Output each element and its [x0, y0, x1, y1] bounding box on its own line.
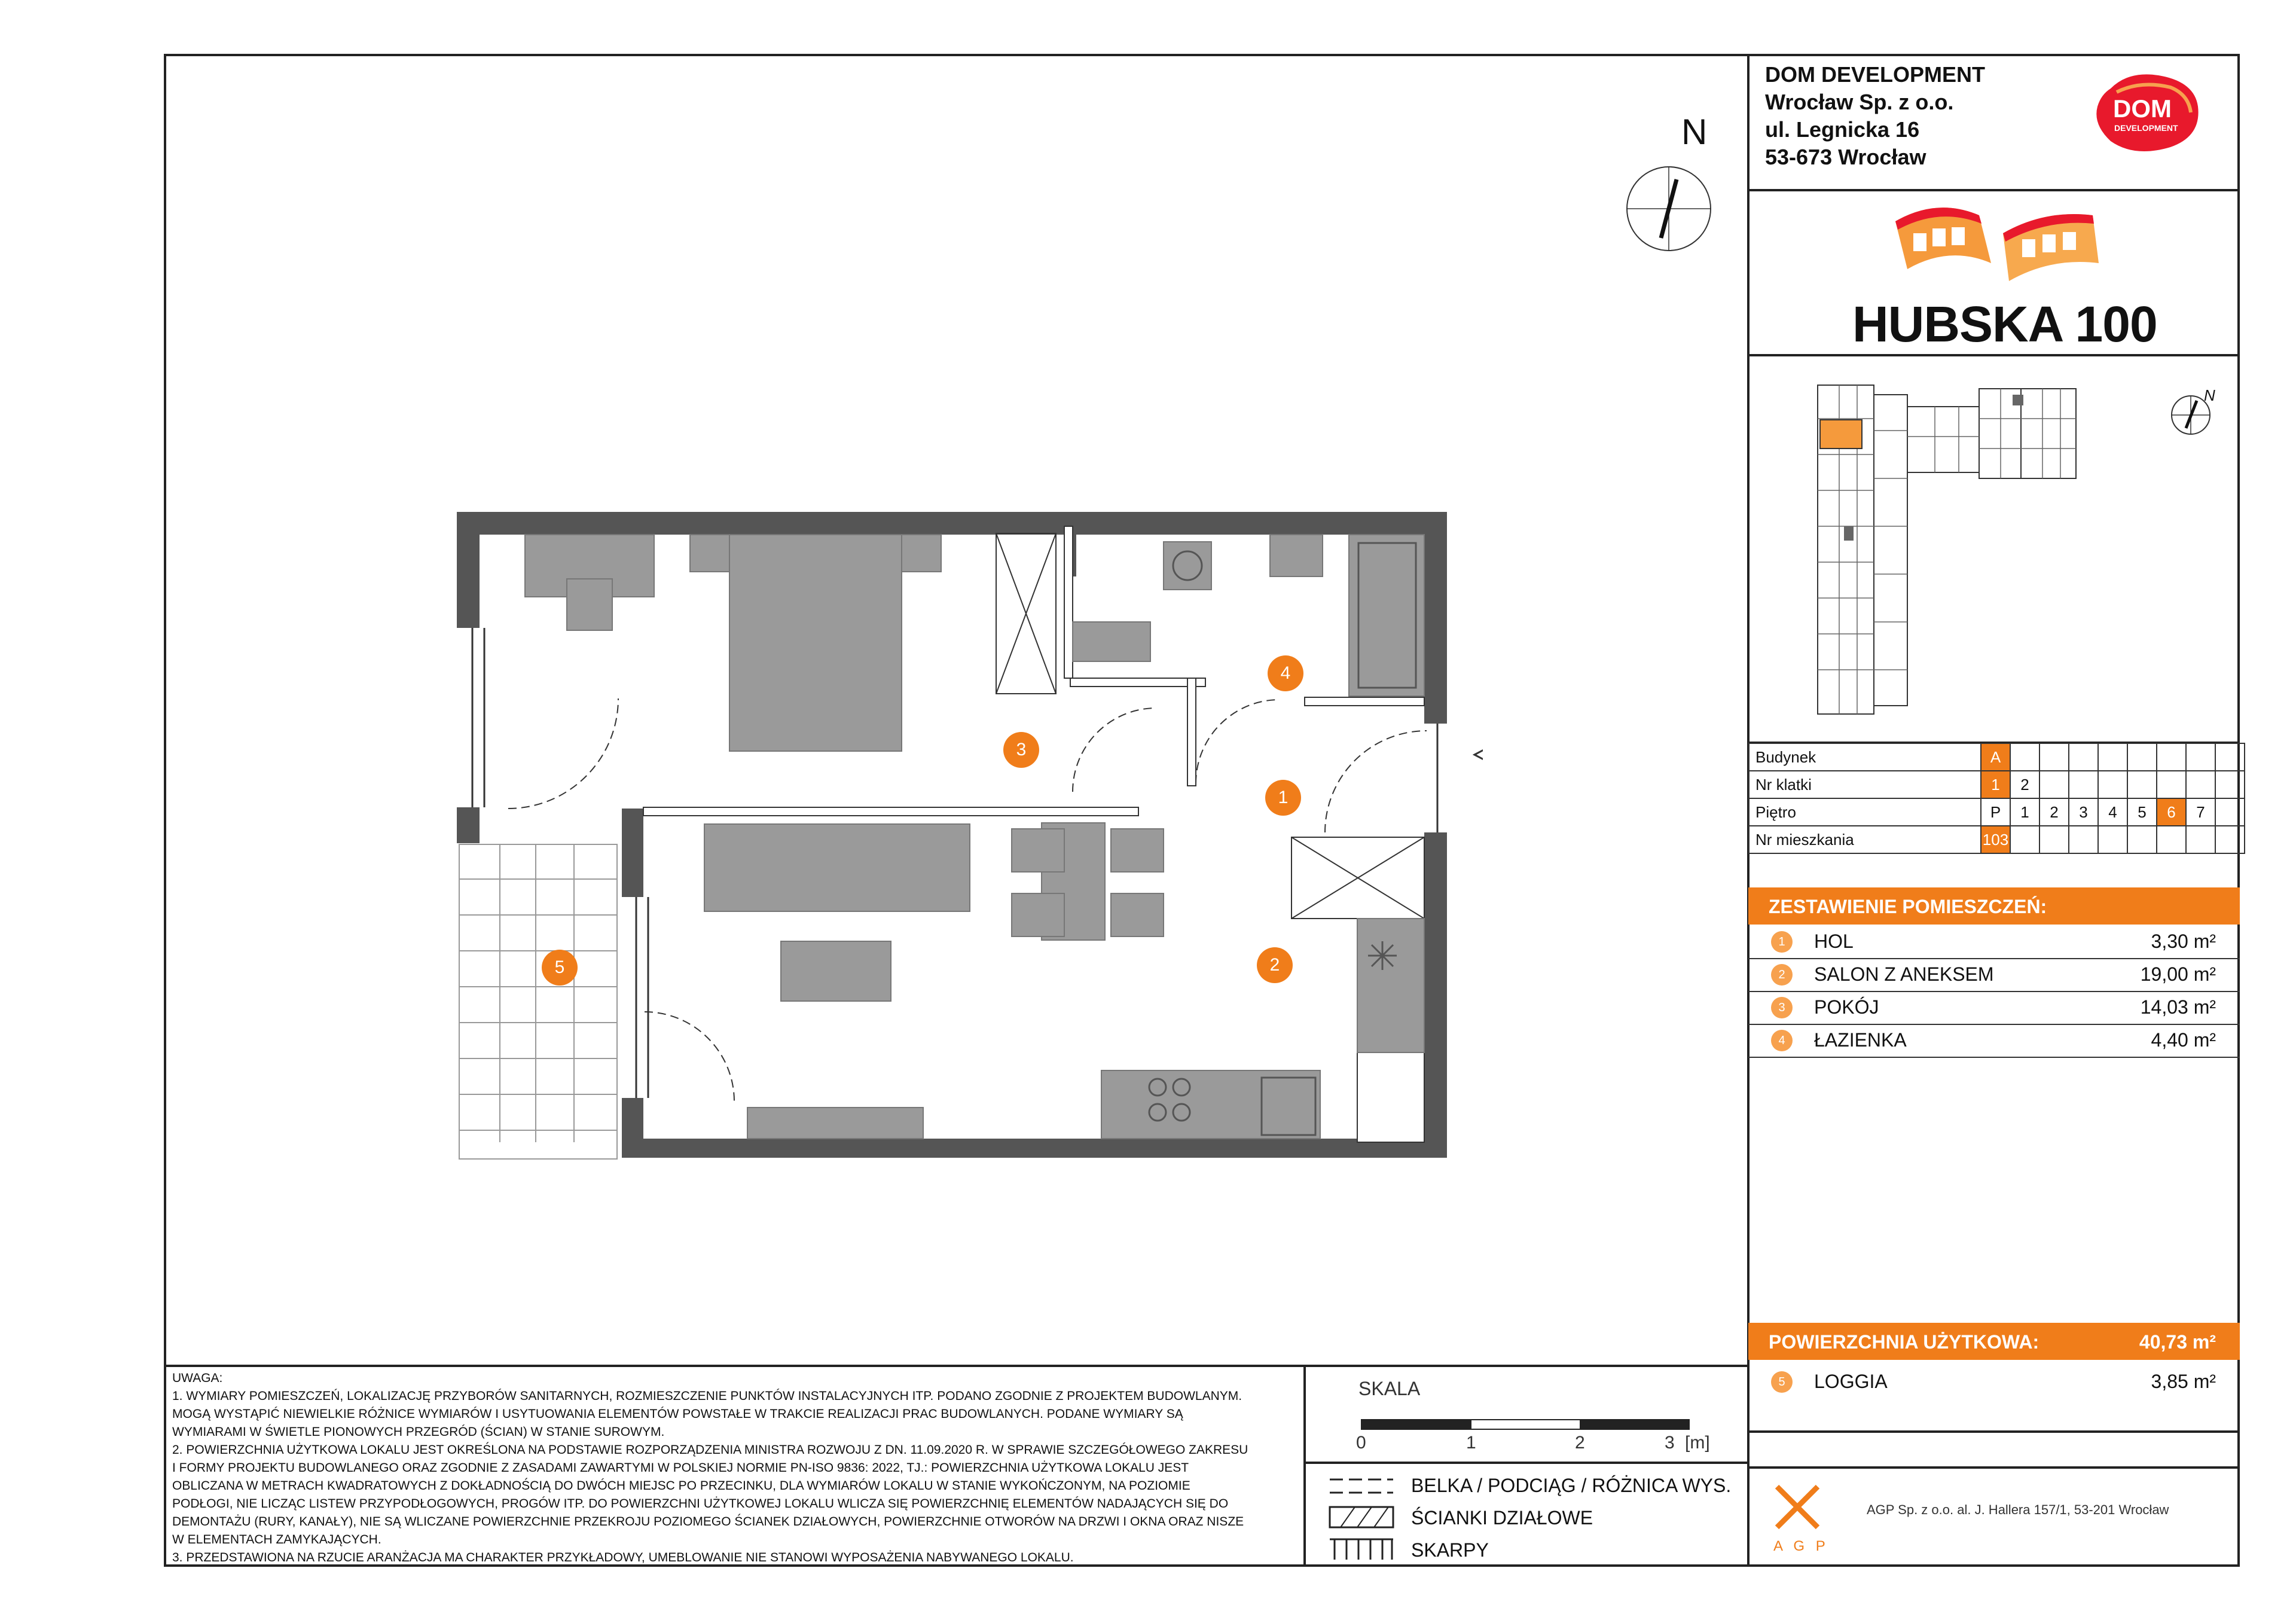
info-row-label: Piętro	[1749, 798, 1981, 826]
info-cell	[2127, 743, 2157, 771]
info-row	[1749, 798, 2245, 826]
note-line: 1. WYMIARY POMIESZCZEŃ, LOKALIZACJĘ PRZYBORÓW SANITARNYCH, ROZMIESZCZENIE PUNKTÓW INSTALACYJNYCH ITP. PODANO ZGODNIE Z PROJEKTEM BUDOWLANYM.	[172, 1389, 1242, 1403]
room-number-badge: 4	[1771, 1030, 1793, 1051]
info-cell: P	[1981, 798, 2010, 826]
room-row	[1748, 1024, 2240, 1058]
info-row-label: Nr mieszkania	[1749, 826, 1981, 853]
logo-dom-text: DOM	[2113, 94, 2172, 123]
room-row	[1748, 926, 2240, 959]
agp-cross-icon	[1773, 1483, 1821, 1531]
scale-tick-2: 2	[1575, 1433, 1585, 1453]
info-cell: 7	[2186, 798, 2215, 826]
info-row	[1749, 826, 2245, 853]
scale-tick-3: 3	[1665, 1433, 1675, 1453]
room-badge-1: 1	[1265, 780, 1301, 816]
scale-title: SKALA	[1358, 1378, 1421, 1399]
info-cell: 4	[2098, 798, 2127, 826]
room-badge-3: 3	[1003, 732, 1039, 768]
info-cell	[2098, 826, 2127, 853]
info-cell	[2157, 771, 2186, 798]
info-cell	[2098, 771, 2127, 798]
north-label: N	[1681, 112, 1708, 152]
info-cell: 1	[2010, 798, 2039, 826]
rooms-header	[1748, 887, 2240, 925]
info-cell	[2186, 771, 2215, 798]
room-area: 14,03 m²	[2140, 996, 2216, 1018]
note-line: I FORMY PROJEKTU BUDOWLANEGO ORAZ ZGODNIE Z ZASADAMI ZAWARTYMI W POLSKIEJ NORMIE PN-ISO 9836: 2022, TJ.: POWIERZCHNIA UŻYTKOWA LOKALU JEST	[172, 1461, 1189, 1475]
info-cell: 6	[2157, 798, 2186, 826]
key-plan-north-label: N	[2204, 386, 2215, 404]
room-badge-2: 2	[1257, 947, 1293, 983]
company-name: DOM DEVELOPMENT	[1765, 62, 1986, 87]
note-line: 3. PRZEDSTAWIONA NA RZUCIE ARANŻACJA MA CHARAKTER PRZYKŁADOWY, UMEBLOWANIE NIE STANOWI WYPOSAŻENIA NABYWANEGO LOKALU.	[172, 1551, 1074, 1564]
room-badge-4: 4	[1268, 655, 1303, 691]
room-badge-5: 5	[542, 950, 578, 986]
note-line: W ELEMENTACH ZAMYKAJĄCYCH.	[172, 1533, 381, 1546]
key-plan	[1815, 383, 2078, 718]
room-row	[1748, 992, 2240, 1025]
rooms-header-text: ZESTAWIENIE POMIESZCZEŃ:	[1769, 896, 2047, 917]
loggia-row	[1748, 1366, 2240, 1401]
info-row	[1749, 743, 2245, 771]
room-area: 3,30 m²	[2151, 931, 2216, 952]
scale-unit: [m]	[1685, 1433, 1710, 1453]
info-cell	[2039, 771, 2069, 798]
info-cell	[2039, 743, 2069, 771]
room-row	[1748, 959, 2240, 992]
loggia-name: LOGGIA	[1814, 1371, 1888, 1392]
note-line: WYMIARAMI W ŚWIETLE PIONOWYCH PRZEGRÓD (ŚCIAN) W STANIE SUROWYM.	[172, 1425, 665, 1439]
usable-area-value: 40,73 m²	[2139, 1331, 2216, 1353]
unit-info-table	[1748, 743, 2245, 854]
info-cell	[2186, 826, 2215, 853]
scale-tick-0: 0	[1356, 1433, 1366, 1453]
loggia-area: 3,85 m²	[2151, 1371, 2216, 1392]
info-cell	[2127, 826, 2157, 853]
info-cell	[2010, 743, 2039, 771]
room-name: POKÓJ	[1814, 996, 1879, 1018]
note-line: PODŁOGI, NIE LICZĄC LISTEW PRZYPODŁOGOWYCH, PROGÓW ITP. DO POWIERZCHNI UŻYTKOWEJ LOKALU WLICZA SIĘ POWIERZCHNIĘ ELEMENTÓW NADAJĄCYCH SIĘ DO	[172, 1497, 1229, 1511]
legend-dashed-line-icon	[1329, 1476, 1394, 1496]
info-cell	[2215, 743, 2245, 771]
room-name: ŁAZIENKA	[1814, 1029, 1907, 1051]
company-street: ul. Legnicka 16	[1765, 117, 1920, 142]
info-cell: A	[1981, 743, 2010, 771]
info-cell	[2186, 743, 2215, 771]
legend-hatched-box-icon	[1329, 1506, 1394, 1529]
divider	[1303, 1365, 1306, 1567]
info-cell: 3	[2069, 798, 2098, 826]
room-area: 4,40 m²	[2151, 1029, 2216, 1051]
project-title: HUBSKA 100	[1852, 296, 2157, 352]
note-line: 2. POWIERZCHNIA UŻYTKOWA LOKALU JEST OKREŚLONA NA PODSTAWIE ROZPORZĄDZENIA MINISTRA ROZWOJU Z DN. 11.09.2020 R. W SPRAWIE SZCZEGÓŁOWEGO ZAKRESU	[172, 1443, 1248, 1457]
divider	[1747, 1430, 2240, 1433]
legend-text-slopes: SKARPY	[1411, 1539, 1489, 1561]
info-cell	[2215, 826, 2245, 853]
dom-development-logo	[2093, 71, 2204, 154]
room-number-badge: 1	[1771, 931, 1793, 953]
legend-comb-icon	[1329, 1537, 1394, 1561]
notes-lines	[172, 1387, 1296, 1567]
loggia-number-badge: 5	[1771, 1371, 1793, 1393]
info-row	[1749, 771, 2245, 798]
info-cell	[2010, 826, 2039, 853]
scale-bar	[1361, 1418, 1691, 1430]
room-name: HOL	[1814, 931, 1854, 952]
info-cell	[2157, 743, 2186, 771]
notes-title: UWAGA:	[172, 1371, 223, 1385]
logo-development-text: DEVELOPMENT	[2114, 123, 2178, 133]
note-line: DEMONTAŻU (RURY, KANAŁY), NIE SĄ WLICZANE POWIERZCHNIE PRZEKROJU POZIOMEGO ŚCIANEK DZIAŁOWYCH, POWIERZCHNIE OTWORÓW NA DRZWI I OKNA ORAZ NISZE	[172, 1515, 1244, 1529]
note-line: MOGĄ WYSTĄPIĆ NIEWIELKIE RÓŻNICE WYMIARÓW I USYTUOWANIA ELEMENTÓW POWSTAŁE W TRAKCIE REALIZACJI PRAC BUDOWLANYCH. PODANE WYMIARY SĄ	[172, 1407, 1183, 1421]
divider	[1747, 189, 2240, 191]
info-cell	[2039, 826, 2069, 853]
legend-text-partitions: ŚCIANKI DZIAŁOWE	[1411, 1507, 1593, 1529]
info-cell: 2	[2010, 771, 2039, 798]
film-strip-logo	[1889, 197, 2105, 287]
info-cell: 1	[1981, 771, 2010, 798]
usable-area-band	[1748, 1323, 2240, 1360]
company-entity: Wrocław Sp. z o.o.	[1765, 90, 1954, 114]
legend-text-beam: BELKA / PODCIĄG / RÓŻNICA WYS.	[1411, 1475, 1732, 1496]
compass-icon	[1625, 165, 1712, 252]
info-cell	[2157, 826, 2186, 853]
info-cell: 2	[2039, 798, 2069, 826]
divider	[1747, 354, 2240, 356]
info-row-label: Budynek	[1749, 743, 1981, 771]
divider	[164, 1365, 1748, 1367]
info-cell	[2069, 771, 2098, 798]
divider	[1747, 1466, 2240, 1469]
notes	[172, 1369, 1296, 1567]
divider	[1303, 1462, 1748, 1464]
company-address	[1765, 61, 1985, 171]
info-cell	[2215, 771, 2245, 798]
info-cell: 103	[1981, 826, 2010, 853]
usable-area-label: POWIERZCHNIA UŻYTKOWA:	[1769, 1331, 2039, 1353]
note-line: OBLICZANA W METRACH KWADRATOWYCH Z DOKŁADNOŚCIĄ DO DWÓCH MIEJSC PO PRZECINKU, DLA WYMIARÓW LOKALU W STANIE WYKOŃCZONYM, NA POZIOMIE	[172, 1479, 1190, 1493]
info-cell	[2215, 798, 2245, 826]
company-city: 53-673 Wrocław	[1765, 145, 1926, 169]
room-number-badge: 2	[1771, 964, 1793, 986]
room-name: SALON Z ANEKSEM	[1814, 963, 1994, 985]
scale-tick-1: 1	[1466, 1433, 1476, 1453]
agp-logo-text: A G P	[1773, 1538, 1829, 1554]
info-cell: 5	[2127, 798, 2157, 826]
key-plan-compass-icon	[2169, 386, 2217, 437]
room-area: 19,00 m²	[2140, 963, 2216, 985]
info-cell	[2069, 826, 2098, 853]
info-cell	[2098, 743, 2127, 771]
info-cell	[2069, 743, 2098, 771]
info-row-label: Nr klatki	[1749, 771, 1981, 798]
architect-address: AGP Sp. z o.o. al. J. Hallera 157/1, 53-201 Wrocław	[1867, 1502, 2169, 1517]
info-cell	[2127, 771, 2157, 798]
floor-plan	[454, 508, 1483, 1166]
room-number-badge: 3	[1771, 997, 1793, 1018]
